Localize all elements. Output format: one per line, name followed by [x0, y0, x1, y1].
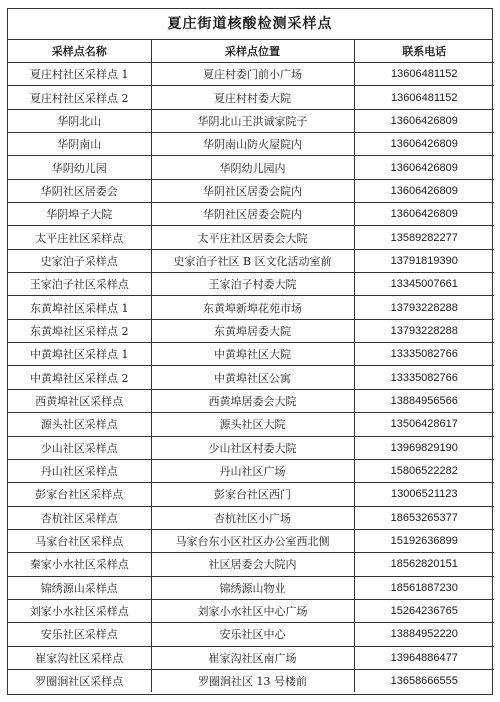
cell-site-location: 华阴社区居委会院内 [151, 203, 354, 226]
cell-site-location: 刘家小水社区中心广场 [151, 599, 354, 622]
table-row [8, 389, 494, 412]
cell-site-location: 华阴幼儿园内 [151, 156, 354, 179]
cell-site-location: 东黄埠新埠花苑市场 [151, 296, 354, 319]
cell-site-name: 锦绣源山采样点 [8, 576, 151, 599]
cell-site-location: 安乐社区中心 [151, 623, 354, 646]
cell-site-name: 少山社区采样点 [8, 436, 151, 459]
cell-phone: 13793228288 [354, 296, 494, 319]
cell-phone: 13335082766 [354, 366, 494, 389]
cell-site-name: 华阴北山 [8, 109, 151, 132]
table-row [8, 529, 494, 552]
cell-phone: 13793228288 [354, 319, 494, 342]
cell-phone: 18562820151 [354, 553, 494, 576]
cell-site-location: 丹山社区广场 [151, 459, 354, 482]
table-row [8, 413, 494, 436]
cell-site-location: 华阴南山防火屋院内 [151, 133, 354, 156]
table-row [8, 203, 494, 226]
table-row [8, 156, 494, 179]
cell-phone: 18561887230 [354, 576, 494, 599]
cell-site-name: 华阴埠子大院 [8, 203, 151, 226]
cell-site-location: 马家台东小区社区办公室西北侧 [151, 529, 354, 552]
table-row [8, 133, 494, 156]
cell-site-location: 西黄埠居委会大院 [151, 389, 354, 412]
table-row [8, 553, 494, 576]
cell-phone: 13606426809 [354, 203, 494, 226]
cell-phone: 13606426809 [354, 109, 494, 132]
table-row [8, 273, 494, 296]
table-row [8, 483, 494, 506]
cell-phone: 13964886477 [354, 646, 494, 669]
table-row [8, 646, 494, 669]
table-row [8, 459, 494, 482]
cell-phone: 13606426809 [354, 133, 494, 156]
table-row [8, 623, 494, 646]
cell-site-name: 丹山社区采样点 [8, 459, 151, 482]
table-row [8, 63, 494, 86]
cell-site-name: 太平庄社区采样点 [8, 226, 151, 249]
cell-site-name: 刘家小水社区采样点 [8, 599, 151, 622]
header-name: 采样点名称 [8, 40, 151, 63]
cell-site-name: 西黄埠社区采样点 [8, 389, 151, 412]
sampling-points-table [8, 40, 494, 692]
cell-phone: 13884952220 [354, 623, 494, 646]
cell-site-location: 夏庄村村委大院 [151, 86, 354, 109]
table-row [8, 366, 494, 389]
header-location: 采样点位置 [151, 40, 354, 63]
cell-phone: 13606426809 [354, 179, 494, 202]
table-row [8, 319, 494, 342]
cell-site-name: 华阴社区居委会 [8, 179, 151, 202]
table-row [8, 669, 494, 692]
cell-phone: 13791819390 [354, 249, 494, 272]
cell-phone: 13606481152 [354, 86, 494, 109]
cell-site-name: 王家泊子社区采样点 [8, 273, 151, 296]
cell-site-name: 华阴南山 [8, 133, 151, 156]
cell-site-name: 罗圈涧社区采样点 [8, 669, 151, 692]
cell-site-name: 秦家小水社区采样点 [8, 553, 151, 576]
cell-phone: 13345007661 [354, 273, 494, 296]
cell-phone: 13506428617 [354, 413, 494, 436]
cell-site-location: 太平庄社区居委会大院 [151, 226, 354, 249]
cell-site-location: 崔家沟社区南广场 [151, 646, 354, 669]
table-header-row [8, 40, 494, 63]
cell-site-name: 史家泊子采样点 [8, 249, 151, 272]
cell-site-name: 彭家台社区采样点 [8, 483, 151, 506]
table-row [8, 436, 494, 459]
cell-site-location: 夏庄村委门前小广场 [151, 63, 354, 86]
table-row [8, 296, 494, 319]
cell-site-name: 夏庄村社区采样点 2 [8, 86, 151, 109]
cell-phone: 13969829190 [354, 436, 494, 459]
header-phone: 联系电话 [354, 40, 494, 63]
cell-phone: 13006521123 [354, 483, 494, 506]
cell-site-name: 杏杭社区采样点 [8, 506, 151, 529]
cell-site-location: 源头社区大院 [151, 413, 354, 436]
cell-site-name: 东黄埠社区采样点 2 [8, 319, 151, 342]
cell-site-name: 马家台社区采样点 [8, 529, 151, 552]
cell-site-location: 华阴北山王洪诚家院子 [151, 109, 354, 132]
cell-phone: 13606481152 [354, 63, 494, 86]
table-row [8, 226, 494, 249]
cell-site-location: 彭家台社区西门 [151, 483, 354, 506]
cell-site-location: 罗圈涧社区 13 号楼前 [151, 669, 354, 692]
cell-phone: 18653265377 [354, 506, 494, 529]
cell-site-location: 王家泊子村委大院 [151, 273, 354, 296]
cell-site-name: 源头社区采样点 [8, 413, 151, 436]
cell-site-location: 华阴社区居委会院内 [151, 179, 354, 202]
cell-site-name: 夏庄村社区采样点 1 [8, 63, 151, 86]
cell-phone: 15264236765 [354, 599, 494, 622]
cell-site-name: 安乐社区采样点 [8, 623, 151, 646]
cell-site-location: 中黄埠社区大院 [151, 343, 354, 366]
cell-site-name: 华阴幼儿园 [8, 156, 151, 179]
cell-site-location: 中黄埠社区公寓 [151, 366, 354, 389]
cell-phone: 13884956566 [354, 389, 494, 412]
cell-site-name: 中黄埠社区采样点 2 [8, 366, 151, 389]
cell-phone: 13606426809 [354, 156, 494, 179]
cell-site-location: 锦绣源山物业 [151, 576, 354, 599]
cell-phone: 13335082766 [354, 343, 494, 366]
cell-site-location: 史家泊子社区 B 区文化活动室前 [151, 249, 354, 272]
cell-site-name: 东黄埠社区采样点 1 [8, 296, 151, 319]
cell-phone: 15192636899 [354, 529, 494, 552]
table-row [8, 506, 494, 529]
cell-site-location: 东黄埠居委大院 [151, 319, 354, 342]
cell-phone: 13589282277 [354, 226, 494, 249]
table-body [8, 63, 494, 693]
sampling-points-sheet [7, 8, 493, 695]
cell-phone: 15806522282 [354, 459, 494, 482]
table-row [8, 599, 494, 622]
cell-site-location: 少山社区村委大院 [151, 436, 354, 459]
cell-phone: 13658666555 [390, 675, 458, 688]
table-row [8, 343, 494, 366]
cell-site-location: 社区居委会大院内 [151, 553, 354, 576]
page-title: 夏庄街道核酸检测采样点 [8, 9, 492, 40]
cell-site-name: 崔家沟社区采样点 [8, 646, 151, 669]
table-row [8, 249, 494, 272]
cell-site-location: 杏杭社区小广场 [151, 506, 354, 529]
table-row [8, 576, 494, 599]
cell-site-name: 中黄埠社区采样点 1 [8, 343, 151, 366]
table-row [8, 86, 494, 109]
table-row [8, 179, 494, 202]
table-row [8, 109, 494, 132]
